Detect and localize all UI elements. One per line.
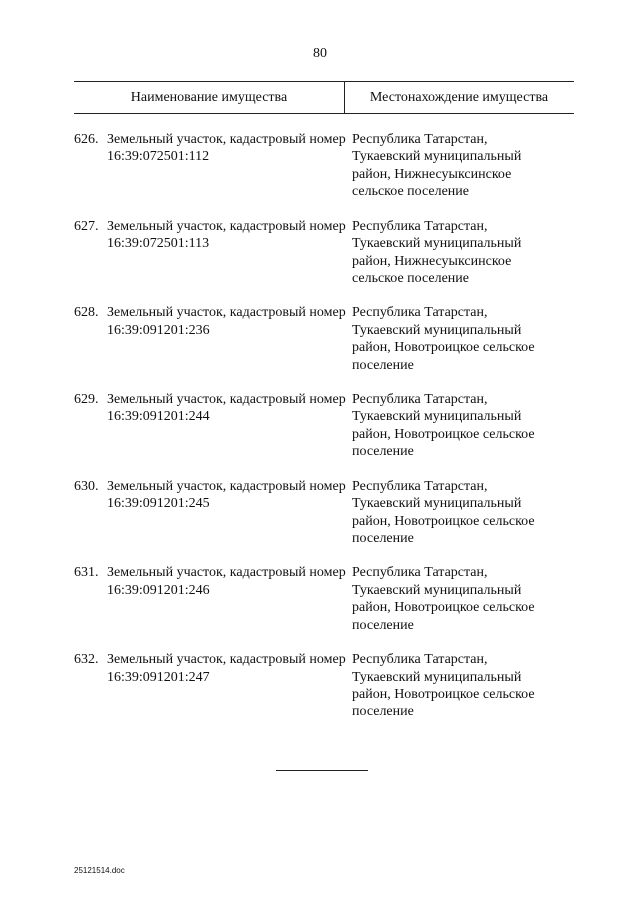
table-row (74, 391, 574, 478)
table-row (74, 218, 574, 305)
property-table (74, 131, 574, 738)
property-name: Земельный участок, кадастровый номер 16:39:091201:236 (107, 305, 346, 338)
property-location: Республика Татарстан, Тукаевский муниципальный район, Нижнесуыксинское сельское поселение (352, 218, 522, 286)
property-name: Земельный участок, кадастровый номер 16:39:091201:244 (107, 392, 346, 425)
header-name-column: Наименование имущества (130, 90, 288, 105)
property-name: Земельный участок, кадастровый номер 16:39:072501:113 (107, 218, 346, 252)
property-name: Земельный участок, кадастровый номер 16:39:072501:112 (107, 132, 346, 165)
row-number: 626. (74, 132, 99, 147)
property-name: Земельный участок, кадастровый номер 16:39:091201:245 (107, 478, 346, 512)
table-row (74, 131, 574, 218)
row-number: 627. (74, 218, 99, 234)
property-name: Земельный участок, кадастровый номер 16:39:091201:246 (107, 565, 346, 598)
property-location: Республика Татарстан, Тукаевский муниципальный район, Новотроицкое сельское поселение (352, 392, 535, 460)
row-number: 632. (74, 652, 99, 668)
row-number: 631. (74, 565, 99, 581)
property-location: Республика Татарстан, Тукаевский муниципальный район, Новотроицкое сельское поселение (352, 565, 535, 633)
row-number: 629. (74, 392, 99, 408)
document-file-id: 25121514.doc (74, 866, 125, 875)
header-location-column: Местонахождение имущества (369, 90, 549, 105)
row-number: 630. (74, 478, 99, 494)
header-top-rule (74, 81, 574, 82)
table-row (74, 304, 574, 391)
table-row (74, 651, 574, 738)
row-number: 628. (74, 305, 99, 321)
property-location: Республика Татарстан, Тукаевский муниципальный район, Новотроицкое сельское поселение (352, 652, 535, 720)
header-bottom-rule (74, 113, 574, 114)
property-location: Республика Татарстан, Тукаевский муниципальный район, Новотроицкое сельское поселение (352, 478, 535, 546)
table-row (74, 478, 574, 565)
end-of-document-rule (276, 770, 368, 771)
property-location: Республика Татарстан, Тукаевский муниципальный район, Новотроицкое сельское поселение (352, 305, 535, 373)
table-row (74, 564, 574, 651)
property-name: Земельный участок, кадастровый номер 16:39:091201:247 (107, 652, 346, 685)
page-number: 80 (313, 46, 327, 61)
property-location: Республика Татарстан, Тукаевский муниципальный район, Нижнесуыксинское сельское поселение (352, 132, 522, 200)
